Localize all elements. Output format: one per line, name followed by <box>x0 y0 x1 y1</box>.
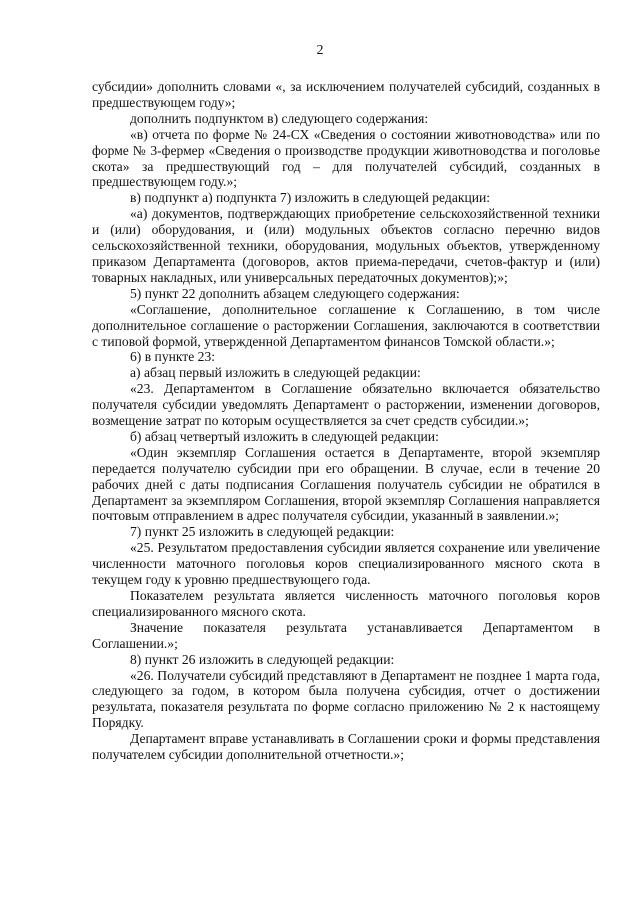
paragraph: «26. Получатели субсидий представляют в Департамент не позднее 1 марта года, следующего за годом, в котором была получена субсидия, отчет о достижении результата, показателя результата по форме согласно приложению № 2 к настоящему Порядку. <box>92 667 600 731</box>
document-body <box>92 79 600 763</box>
paragraph: в) подпункт а) подпункта 7) изложить в следующей редакции: <box>130 190 491 206</box>
paragraph: субсидии» дополнить словами «, за исключением получателей субсидий, созданных в предшествующем году»; <box>92 79 600 110</box>
paragraph: «а) документов, подтверждающих приобретение сельскохозяйственной техники и (или) оборудования, и (или) модульных объектов согласно перечню видов сельскохозяйственной техники, оборудования, модульных объектов, утвержденному приказом Департамента (договоров, актов приема-передачи, счетов-фактур и (или) товарных накладных, или универсальных передаточных документов);»; <box>92 206 600 285</box>
paragraph: Показателем результата является численность маточного поголовья коров специализированного мясного скота. <box>92 588 600 619</box>
paragraph: «Один экземпляр Соглашения остается в Департаменте, второй экземпляр передается получателю субсидии при его обращении. В случае, если в течение 20 рабочих дней с даты подписания Соглашения получатель субсидии не обратился в Департамент за экземпляром Соглашения, второй экземпляр Соглашения направляется почтовым отправлением в адрес получателя субсидии, указанный в заявлении.»; <box>92 444 600 524</box>
paragraph: Значение показателя результата устанавливается Департаментом в Соглашении.»; <box>92 619 600 651</box>
paragraph: а) абзац первый изложить в следующей редакции: <box>130 365 421 381</box>
paragraph: 6) в пункте 23: <box>130 349 216 365</box>
paragraph: дополнить подпунктом в) следующего содержания: <box>130 110 429 126</box>
paragraph: б) абзац четвертый изложить в следующей редакции: <box>130 428 439 444</box>
paragraph: «23. Департаментом в Соглашение обязательно включается обязательство получателя субсидии уведомлять Департамент о расторжении, изменении договоров, возмещение затрат по которым осуществляется за счет средств субсидии.»; <box>92 381 600 429</box>
paragraph: «Соглашение, дополнительное соглашение к Соглашению, в том числе дополнительное соглашение о расторжении Соглашения, заключаются в соответствии с типовой формой, утвержденной Департаментом финансов Томской области.»; <box>92 301 600 349</box>
paragraph: Департамент вправе устанавливать в Соглашении сроки и формы представления получателем субсидии дополнительной отчетности.»; <box>92 731 600 763</box>
paragraph: «в) отчета по форме № 24-СХ «Сведения о состоянии животноводства» или по форме № 3-фермер «Сведения о производстве продукции животноводства и поголовье скота» за предшествующий год – для получателей субсидий, созданных в предшествующем году.»; <box>92 126 600 190</box>
paragraph: 8) пункт 26 изложить в следующей редакции: <box>130 651 395 667</box>
paragraph: «25. Результатом предоставления субсидии является сохранение или увеличение численности маточного поголовья коров специализированного мясного скота в текущем году к уровню предшествующего года. <box>92 540 600 588</box>
paragraph: 7) пункт 25 изложить в следующей редакции: <box>130 524 395 540</box>
page-number: 2 <box>316 43 324 58</box>
paragraph: 5) пункт 22 дополнить абзацем следующего содержания: <box>130 285 460 301</box>
